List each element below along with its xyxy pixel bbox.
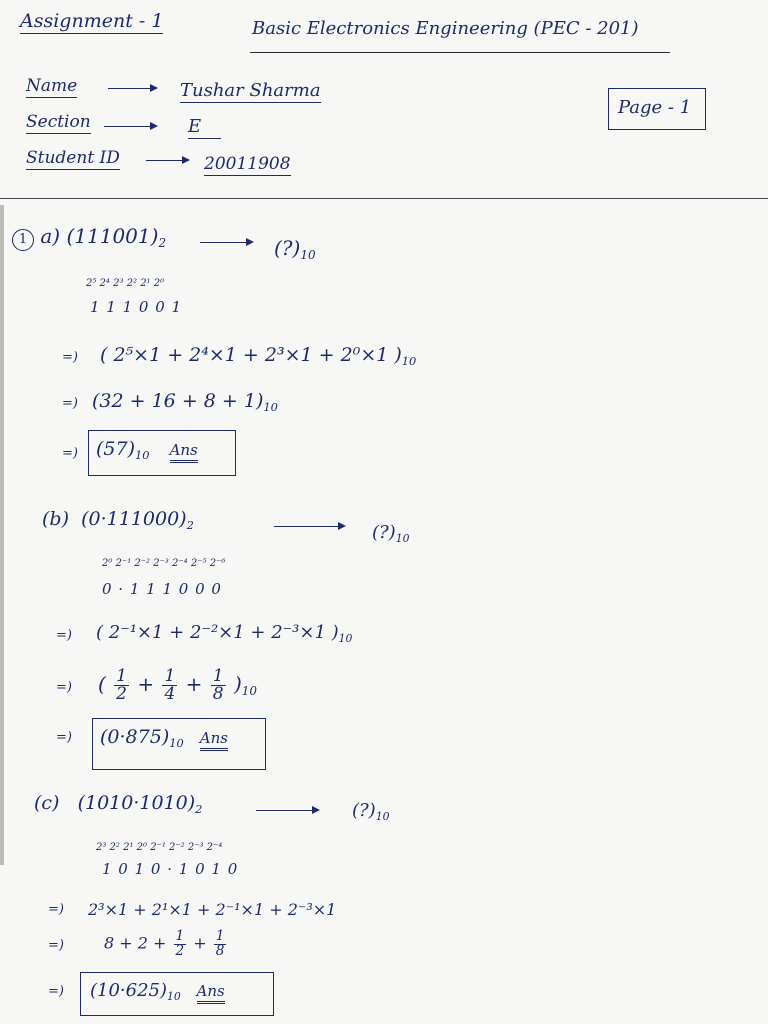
numerator: 1 (116, 666, 127, 686)
page-number: Page - 1 (618, 97, 692, 118)
problem-a-step1: ( 2⁵×1 + 2⁴×1 + 2³×1 + 2⁰×1 )$_{10}$ (100, 344, 417, 368)
problem-c-target (352, 800, 389, 823)
problem-a-label: a) (40, 224, 61, 248)
problem-c-heading: (c) $(1010\cdot 1010)_2$ (34, 792, 203, 816)
numerator: 1 (212, 666, 224, 686)
base-subscript: 10 (338, 631, 353, 645)
fraction (214, 930, 227, 958)
base-subscript: 10 (241, 684, 258, 699)
implies-symbol: =) (56, 628, 72, 643)
problem-c-step1: 2³×1 + 2¹×1 + 2⁻¹×1 + 2⁻³×1 (88, 900, 337, 919)
denominator: 2 (116, 684, 127, 704)
denominator: 8 (215, 942, 225, 959)
page-edge-shadow (0, 205, 4, 865)
implies-symbol: =) (48, 984, 64, 999)
base-subscript: 10 (169, 735, 184, 750)
step-sum: 32 + 16 + 8 + 1 (99, 390, 256, 412)
problem-c-answer: $(10\cdot 625)_{10}$ Ans (90, 980, 225, 1003)
subject-underline (250, 52, 670, 53)
problem-number-badge: 1 (12, 229, 34, 251)
term: 2⁵×1 (113, 344, 162, 366)
target-unknown: (?) (372, 522, 396, 543)
denominator: 4 (164, 684, 176, 704)
problem-b-step1: ( 2⁻¹×1 + 2⁻²×1 + 2⁻³×1 )$_{10}$ (96, 622, 353, 645)
arrow-icon (104, 126, 156, 127)
term: 2⁻²×1 (189, 622, 245, 643)
problem-b-weights: 2⁰ 2⁻¹ 2⁻² 2⁻³ 2⁻⁴ 2⁻⁵ 2⁻⁶ (102, 558, 226, 569)
arrow-icon (200, 242, 252, 243)
student-id-value: 20011908 (204, 154, 291, 174)
problem-a-target (274, 236, 316, 262)
arrow-icon (274, 526, 344, 527)
fraction (114, 668, 129, 703)
problem-c-step2: 8 + 2 + $\frac{1}{2}$ + $\frac{1}{8}$ (104, 928, 225, 959)
implies-symbol: =) (56, 680, 72, 695)
implies-symbol: =) (62, 446, 78, 461)
student-id-label: Student ID (26, 148, 120, 168)
term: 2⁻³×1 (271, 622, 326, 643)
problem-a-given-base: 2 (158, 236, 167, 251)
target-unknown: (?) (274, 236, 301, 260)
arrow-icon (146, 160, 188, 161)
problem-a-given: 111001 (74, 224, 151, 248)
ans-label: Ans (170, 441, 198, 463)
problem-c-digits: 1 0 1 0 · 1 0 1 0 (102, 860, 239, 878)
problem-a-heading: 1 a) $(111001)_2$ (12, 224, 166, 251)
target-base: 10 (375, 809, 390, 823)
numerator: 1 (215, 928, 225, 944)
problem-c-label: (c) (34, 792, 60, 814)
answer-value: 57 (103, 438, 128, 460)
problem-a-digits: 1 1 1 0 0 1 (90, 298, 183, 316)
subject-title: Basic Electronics Engineering (PEC - 201) (252, 18, 639, 39)
base-subscript: 10 (401, 353, 417, 368)
section-value: E (188, 116, 221, 139)
assignment-title: Assignment - 1 (20, 10, 164, 32)
target-unknown: (?) (352, 800, 376, 821)
problem-c-given: 1010·1010 (85, 792, 188, 814)
problem-b-heading: (b) $(0\cdot 111000)_2$ (42, 508, 194, 532)
denominator: 2 (175, 942, 185, 959)
problem-b-target (372, 522, 409, 545)
target-base: 10 (395, 531, 410, 545)
arrow-icon (108, 88, 156, 89)
problem-b-given: 0·111000 (88, 508, 180, 530)
ans-label: Ans (197, 982, 225, 1004)
fraction (162, 668, 177, 703)
fraction (174, 930, 187, 958)
term: 2⁴×1 (189, 344, 237, 366)
answer-value: 10·625 (97, 980, 161, 1001)
problem-b-label: (b) (42, 508, 69, 530)
problem-c-weights: 2³ 2² 2¹ 2⁰ 2⁻¹ 2⁻² 2⁻³ 2⁻⁴ (96, 842, 223, 853)
problem-b-given-base: 2 (186, 517, 194, 532)
implies-symbol: =) (48, 902, 64, 917)
problem-b-answer: $(0\cdot 875)_{10}$ Ans (100, 726, 228, 750)
name-label: Name (26, 76, 78, 96)
header-divider (0, 198, 768, 199)
target-base: 10 (300, 248, 316, 263)
term: 2⁻¹×1 (108, 622, 164, 643)
problem-a-step2: $(32 + 16 + 8 + 1)_{10}$ (92, 390, 278, 414)
implies-symbol: =) (62, 396, 78, 411)
base-subscript: 10 (135, 447, 150, 462)
base-subscript: 10 (167, 989, 181, 1003)
ans-label: Ans (200, 729, 228, 751)
implies-symbol: =) (56, 730, 72, 745)
term: 2⁰×1 (340, 344, 389, 366)
problem-b-digits: 0 · 1 1 1 0 0 0 (102, 580, 222, 598)
problem-c-given-base: 2 (195, 801, 203, 816)
fraction (211, 668, 226, 703)
step-prefix: 8 + 2 + (104, 933, 167, 953)
numerator: 1 (164, 666, 176, 686)
implies-symbol: =) (62, 350, 78, 365)
problem-a-answer: $(57)_{10}$ Ans (96, 438, 198, 462)
problem-a-weights: 2⁵ 2⁴ 2³ 2² 2¹ 2⁰ (86, 278, 165, 289)
name-value: Tushar Sharma (180, 80, 321, 101)
numerator: 1 (175, 928, 185, 944)
denominator: 8 (212, 684, 224, 704)
base-subscript: 10 (263, 399, 278, 414)
term: 2³×1 (264, 344, 313, 366)
answer-value: 0·875 (107, 726, 162, 748)
section-label: Section (26, 112, 91, 132)
implies-symbol: =) (48, 938, 64, 953)
problem-b-step2: ( $\frac{1}{2}$ + $\frac{1}{4}$ + $\frac{1}{8}$ )$_{10}$ (98, 666, 258, 704)
arrow-icon (256, 810, 318, 811)
